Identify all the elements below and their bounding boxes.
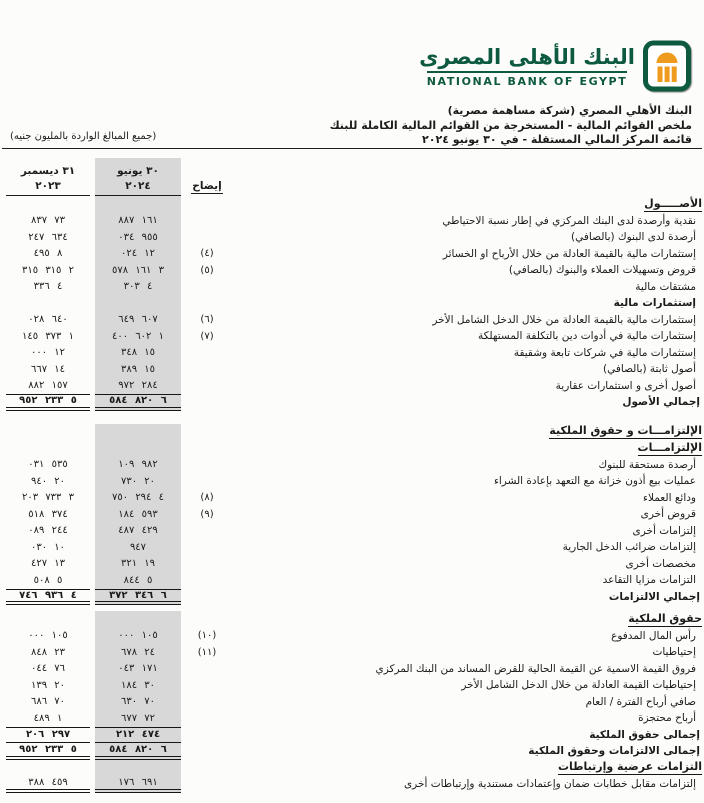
value-dec-2023: ١٤ ٦٦٧ [30, 363, 66, 375]
value-june-2024: ٧٠ ٦٣٠ [95, 694, 181, 711]
total-row [0, 394, 704, 411]
value-dec-2023: ٥ ٢٣٣ ٩٥٢ [6, 394, 90, 411]
row-label: إجمالي الالتزامات [608, 590, 700, 603]
row-label: إجمالى الالتزامات وحقوق الملكية [528, 745, 700, 758]
note-reference: (١٠) [197, 630, 217, 642]
row-label: فروق القيمة الاسمية عن القيمة الحالية للقرض المساند من البنك المركزي [375, 662, 696, 675]
column-headers [0, 158, 704, 196]
total-row [0, 743, 704, 760]
section-header-row [0, 196, 704, 213]
table-row [0, 710, 704, 727]
table-row [0, 328, 704, 345]
row-label: أصول أخرى و استثمارات عقارية [555, 379, 696, 392]
value-dec-2023: ١٠٥ ٠٠٠ [28, 630, 68, 642]
row-label: ودائع العملاء [643, 491, 696, 504]
note-reference [181, 394, 233, 411]
total-row [0, 727, 704, 744]
note-reference [181, 694, 233, 711]
value-june-2024: ١٥ ٣٤٨ [95, 345, 181, 362]
value-dec-2023: ٦٤٠ ٠٢٨ [28, 314, 68, 326]
note-reference [181, 213, 233, 230]
bank-logo-english-name: NATIONAL BANK OF EGYPT [427, 71, 628, 88]
amounts-unit-note: (جميع المبالغ الواردة بالمليون جنيه) [10, 131, 157, 142]
value-dec-2023: ٥ ٥٠٨ [33, 574, 63, 586]
table-row [0, 213, 704, 230]
header-rule [2, 148, 702, 149]
row-label: أصول ثابتة (بالصافي) [603, 363, 696, 376]
value-dec-2023 [6, 760, 90, 777]
table-row [0, 473, 704, 490]
table-row [0, 229, 704, 246]
note-reference [181, 473, 233, 490]
table-row [0, 312, 704, 329]
value-dec-2023: ٦٣٤ ٢٤٧ [28, 231, 68, 243]
note-reference [181, 661, 233, 678]
value-june-2024: ٤ ٢٩٤ ٧٥٠ [95, 490, 181, 507]
value-june-2024: ٤٧٤ ٢١٢ [95, 727, 181, 744]
value-dec-2023: ١٥٧ ٨٨٢ [28, 380, 68, 392]
value-dec-2023: ٣ ٧٣٣ ٢٠٣ [22, 492, 74, 504]
table-row [0, 523, 704, 540]
table-row [0, 539, 704, 556]
value-june-2024 [95, 760, 181, 777]
bank-logo-icon [642, 40, 692, 96]
table-row [0, 246, 704, 263]
note-reference [181, 424, 233, 441]
table-row [0, 572, 704, 589]
row-label: عمليات بيع أذون خزانة مع التعهد بإعادة الشراء [493, 475, 696, 488]
value-june-2024: ٥٩٣ ١٨٤ [95, 506, 181, 523]
value-june-2024: ١ ٦٠٢ ٤٠٠ [95, 328, 181, 345]
note-reference: (٦) [200, 314, 214, 326]
value-dec-2023: ٢٤٤ ٠٨٩ [28, 525, 68, 537]
value-dec-2023 [6, 440, 90, 457]
note-reference [181, 677, 233, 694]
table-row [0, 661, 704, 678]
table-row [0, 506, 704, 523]
bank-logo [419, 40, 692, 96]
document-header [330, 104, 692, 148]
note-reference [181, 572, 233, 589]
value-june-2024: ٤٢٩ ٤٨٧ [95, 523, 181, 540]
value-june-2024: ٣٠ ١٨٤ [95, 677, 181, 694]
section-header-row [0, 440, 704, 457]
row-label: أرصدة لدى البنوك (بالصافي) [571, 231, 696, 244]
value-june-2024: ٩٨٢ ١٠٩ [95, 457, 181, 474]
note-reference [181, 776, 233, 793]
value-dec-2023: ٢٩٧ ٢٠٦ [6, 727, 90, 744]
note-reference: (٨) [200, 492, 214, 504]
note-reference [181, 279, 233, 296]
value-june-2024: ٢٤ ٦٧٨ [95, 644, 181, 661]
value-dec-2023 [6, 196, 90, 213]
value-june-2024: ٢٠ ٧٣٠ [95, 473, 181, 490]
section-header-row [0, 611, 704, 628]
value-dec-2023: ١٠ ٠٣٠ [30, 541, 66, 553]
value-dec-2023: ١ ٣٧٣ ١٤٥ [22, 330, 74, 342]
table-row [0, 361, 704, 378]
row-label: نقدية وأرصدة لدى البنك المركزي في إطار نسبة الاحتياطي [442, 214, 696, 227]
table-row [0, 694, 704, 711]
row-label: مخصصات أخرى [625, 557, 696, 570]
value-june-2024: ١٩ ٣٢١ [95, 556, 181, 573]
statement-title-line: قائمة المركز المالي المستقلة - في ٣٠ يونيو ٢٠٢٤ [422, 133, 692, 147]
table-row [0, 628, 704, 645]
row-label: إجمالى حقوق الملكية [589, 728, 700, 741]
table-row [0, 776, 704, 793]
row-label: إلتزامات مقابل خطابات ضمان وإعتمادات مستندية وإرتباطات أخرى [403, 778, 696, 791]
value-dec-2023: ٢٣ ٨٤٨ [30, 646, 66, 658]
note-reference [181, 710, 233, 727]
bank-name-line: البنك الأهلي المصري (شركة مساهمة مصرية) [447, 104, 692, 117]
value-june-2024: ٦ ٨٢٠ ٥٨٤ [95, 743, 181, 760]
row-label: الإلتزامـــات [637, 440, 702, 454]
row-label: إستثمارات مالية في أدوات دين بالتكلفة المستهلكة [477, 330, 696, 343]
value-june-2024: ٢٨٤ ٩٧٢ [95, 378, 181, 395]
note-reference [181, 727, 233, 744]
note-reference [181, 611, 233, 628]
value-june-2024: ٦٠٧ ٦٤٩ [95, 312, 181, 329]
value-dec-2023: ٣٧٤ ٥١٨ [28, 508, 68, 520]
row-label: التزامات عرضية وإرتباطات [557, 760, 702, 774]
row-label: إحتياطيات القيمة العادلة من خلال الدخل الشامل الأخر [461, 679, 696, 692]
table-row [0, 677, 704, 694]
note-reference [181, 760, 233, 777]
row-label: الإلتزامـــات و حقوق الملكية [549, 424, 702, 438]
value-june-2024: ٦ ٨٢٠ ٥٨٤ [95, 394, 181, 411]
note-reference [181, 196, 233, 213]
row-label: رأس المال المدفوع [611, 629, 696, 642]
value-dec-2023: ٤ ٣٣٦ [33, 281, 63, 293]
value-dec-2023 [6, 295, 90, 312]
note-reference [181, 361, 233, 378]
note-reference [181, 743, 233, 760]
value-dec-2023: ٧٣ ٨٣٧ [30, 215, 66, 227]
value-june-2024: ١٦١ ٨٨٧ [95, 213, 181, 230]
row-label: إحتياطيات [652, 646, 696, 659]
value-june-2024: ١٥ ٣٨٩ [95, 361, 181, 378]
value-dec-2023 [6, 424, 90, 441]
value-dec-2023: ٢ ٣١٥ ٣١٥ [22, 264, 74, 276]
value-june-2024 [95, 196, 181, 213]
row-label: إجمالي الأصول [622, 396, 700, 409]
note-reference: (٩) [200, 508, 214, 520]
value-june-2024: ٩٤٧ [95, 539, 181, 556]
value-june-2024: ٤ ٣٠٣ [95, 279, 181, 296]
value-june-2024: ٩٥٥ ٠٣٤ [95, 229, 181, 246]
value-dec-2023 [6, 611, 90, 628]
value-june-2024: ٦٩١ ١٧٦ [95, 776, 181, 793]
value-june-2024 [95, 611, 181, 628]
row-label: قروض أخرى [640, 508, 696, 521]
row-label: الأصـــــول [644, 196, 702, 210]
table-row [0, 556, 704, 573]
financial-position-table [0, 158, 704, 793]
value-dec-2023: ٢٠ ٩٤٠ [30, 475, 66, 487]
row-label: إستثمارات مالية [613, 297, 696, 310]
section-header-row [0, 760, 704, 777]
subsection-header-row [0, 295, 704, 312]
spacer-row [0, 411, 704, 424]
note-reference [181, 539, 233, 556]
value-dec-2023: ٤ ٩٣٦ ٧٤٦ [6, 589, 90, 606]
note-column-header: إيضاح [192, 180, 222, 192]
row-label: صافي أرباح الفترة / العام [585, 695, 696, 708]
row-label: التزامات مزايا التقاعد [602, 574, 696, 587]
value-june-2024 [95, 295, 181, 312]
value-dec-2023: ٢٠ ١٣٩ [30, 679, 66, 691]
table-row [0, 457, 704, 474]
row-label: قروض وتسهيلات العملاء والبنوك (بالصافي) [508, 264, 696, 277]
note-reference [181, 345, 233, 362]
value-dec-2023: ٥ ٢٣٣ ٩٥٢ [6, 743, 90, 760]
value-june-2024: ٣ ١٦١ ٥٧٨ [95, 262, 181, 279]
note-reference [181, 523, 233, 540]
note-reference [181, 229, 233, 246]
table-row [0, 279, 704, 296]
value-dec-2023: ١٢ ٠٠٠ [30, 347, 66, 359]
value-dec-2023: ٨ ٤٩٥ [33, 248, 63, 260]
row-label: أرباح محتجزة [638, 712, 696, 725]
value-june-2024 [95, 440, 181, 457]
note-reference: (١١) [197, 646, 217, 658]
note-reference: (٥) [200, 264, 214, 276]
value-june-2024: ١٧١ ٠٤٣ [95, 661, 181, 678]
table-row [0, 378, 704, 395]
note-reference: (٤) [200, 248, 214, 260]
bank-logo-calligraphy: البنك الأهلى المصرى [419, 45, 635, 69]
note-reference: (٧) [200, 330, 214, 342]
table-row [0, 490, 704, 507]
value-dec-2023: ٤٥٩ ٣٨٨ [6, 776, 90, 793]
table-row [0, 345, 704, 362]
bank-logo-text [419, 46, 635, 88]
note-reference [181, 556, 233, 573]
note-reference [181, 457, 233, 474]
label-column-spacer [233, 158, 704, 196]
value-june-2024: ١٢ ٠٢٤ [95, 246, 181, 263]
value-june-2024 [95, 424, 181, 441]
section-header-row [0, 424, 704, 441]
row-label: إستثمارات مالية بالقيمة العادلة من خلال الأرباح او الخسائر [442, 247, 696, 260]
note-reference [181, 440, 233, 457]
value-dec-2023: ٧٦ ٠٤٤ [30, 663, 66, 675]
value-dec-2023: ٧٠ ٦٨٦ [30, 696, 66, 708]
value-dec-2023: ٥٣٥ ٠٣١ [28, 459, 68, 471]
note-reference [181, 378, 233, 395]
total-row [0, 589, 704, 606]
row-label: إلتزامات أخرى [632, 524, 696, 537]
value-june-2024: ٧٢ ٦٧٧ [95, 710, 181, 727]
value-june-2024: ٥ ٨٤٤ [95, 572, 181, 589]
note-reference [181, 589, 233, 606]
row-label: أرصدة مستحقة للبنوك [598, 458, 696, 471]
june-2024-column-header: ٣٠ يونيو ٢٠٢٤ [95, 158, 181, 196]
row-label: إلتزامات ضرائب الدخل الجارية [562, 541, 696, 554]
table-rows [0, 196, 704, 793]
value-june-2024: ٦ ٣٤٦ ٣٧٢ [95, 589, 181, 606]
table-row [0, 262, 704, 279]
note-reference [181, 295, 233, 312]
dec-2023-column-header: ٣١ ديسمبر ٢٠٢٣ [6, 158, 90, 196]
statements-summary-line: ملخص القوائم المالية - المستخرجة من القوائم المالية الكاملة للبنك [329, 118, 692, 132]
row-label: مشتقات مالية [635, 280, 696, 293]
row-label: إستثمارات مالية في شركات تابعة وشقيقة [513, 346, 696, 359]
row-label: حقوق الملكية [628, 611, 702, 625]
value-dec-2023: ١ ٤٨٩ [33, 712, 63, 724]
row-label: إستثمارات مالية بالقيمة العادلة من خلال الدخل الشامل الأخر [432, 313, 696, 326]
table-row [0, 644, 704, 661]
value-dec-2023: ١٣ ٤٢٧ [30, 558, 66, 570]
value-june-2024: ١٠٥ ٠٠٠ [95, 628, 181, 645]
